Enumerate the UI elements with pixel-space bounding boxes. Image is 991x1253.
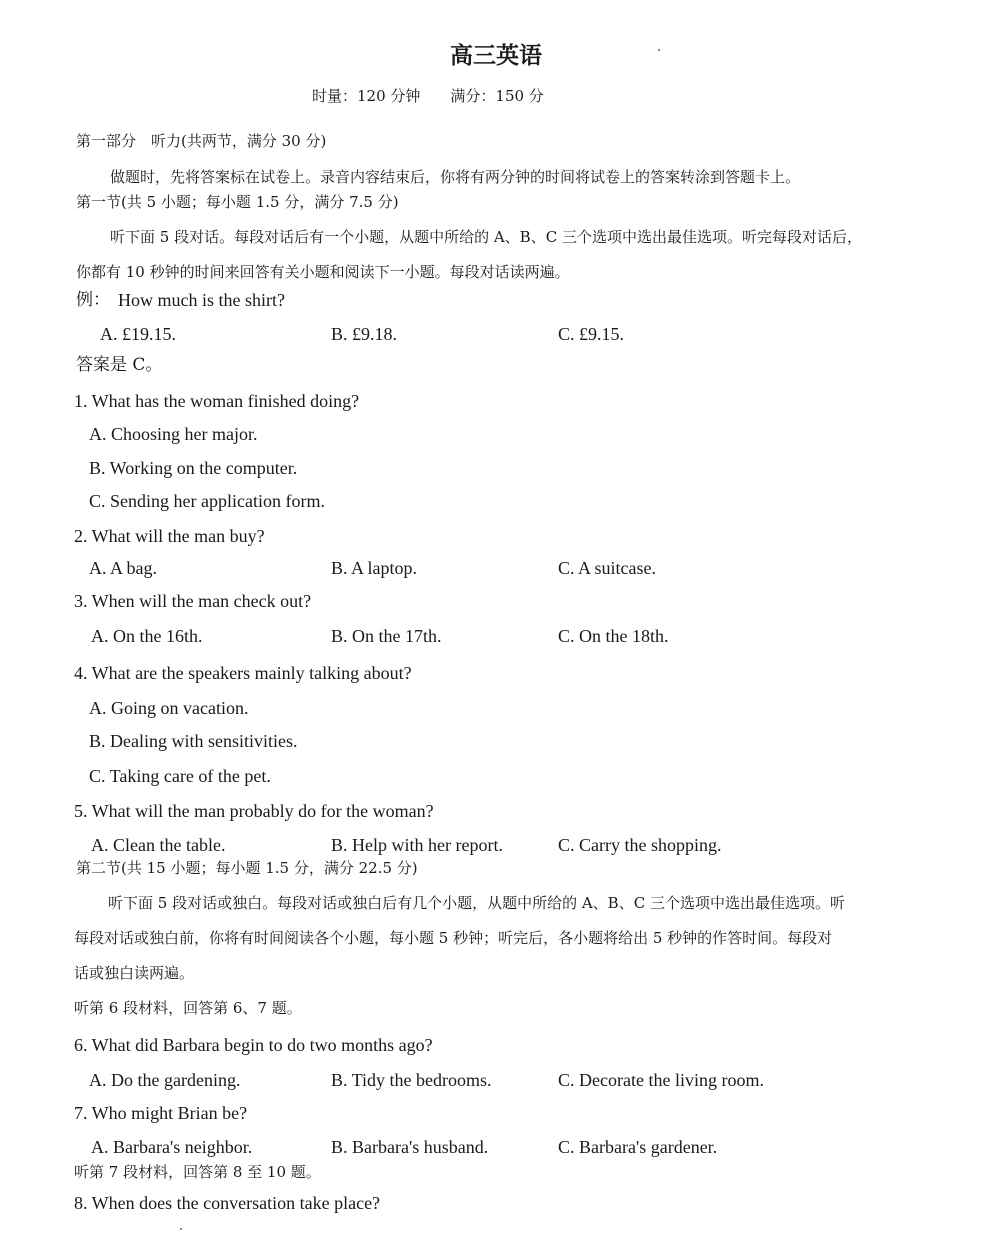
scan-speck-bottom xyxy=(180,1228,182,1230)
scan-speck-top xyxy=(658,49,660,51)
section1-instruction-line1: 听下面 5 段对话。每段对话后有一个小题，从题中所给的 A、B、C 三个选项中选出最佳选项。听完每段对话后， xyxy=(110,228,862,246)
question-7-stem: 7. Who might Brian be? xyxy=(74,1103,248,1123)
question-4-option-a: A. Going on vacation. xyxy=(89,698,249,718)
section2-instruction-line2: 每段对话或独白前，你将有时间阅读各个小题，每小题 5 秒钟；听完后，各小题将给出 5 秒钟的作答时间。每段对 xyxy=(74,929,833,947)
question-5-stem: 5. What will the man probably do for the woman? xyxy=(74,801,434,821)
question-1-option-b: B. Working on the computer. xyxy=(89,458,298,478)
question-5-option-b: B. Help with her report. xyxy=(331,835,503,855)
question-4-option-b: B. Dealing with sensitivities. xyxy=(89,731,298,751)
example-option-a: A. £19.15. xyxy=(100,324,176,344)
section1-instruction-line2: 你都有 10 秒钟的时间来回答有关小题和阅读下一小题。每段对话读两遍。 xyxy=(76,263,570,281)
question-7-option-b: B. Barbara's husband. xyxy=(331,1137,489,1157)
question-5-option-c: C. Carry the shopping. xyxy=(558,835,722,855)
question-1-stem: 1. What has the woman finished doing? xyxy=(74,391,360,411)
section2-instruction-line3: 话或独白读两遍。 xyxy=(74,964,195,982)
question-1-option-a: A. Choosing her major. xyxy=(89,424,258,444)
question-5-option-a: A. Clean the table. xyxy=(91,835,226,855)
question-4-option-c: C. Taking care of the pet. xyxy=(89,766,271,786)
question-7-option-a: A. Barbara's neighbor. xyxy=(91,1137,253,1157)
question-6-option-c: C. Decorate the living room. xyxy=(558,1070,764,1090)
example-option-b: B. £9.18. xyxy=(331,324,398,344)
page-title: 高三英语 xyxy=(450,43,542,69)
exam-meta: 时量：120 分钟 满分：150 分 xyxy=(312,87,544,105)
example-answer: 答案是 C。 xyxy=(76,355,163,375)
question-6-stem: 6. What did Barbara begin to do two months ago? xyxy=(74,1035,433,1055)
question-1-option-c: C. Sending her application form. xyxy=(89,491,325,511)
section2-instruction-line1: 听下面 5 段对话或独白。每段对话或独白后有几个小题，从题中所给的 A、B、C 三个选项中选出最佳选项。听 xyxy=(108,894,845,912)
question-7-option-c: C. Barbara's gardener. xyxy=(558,1137,718,1157)
question-4-stem: 4. What are the speakers mainly talking about? xyxy=(74,663,412,683)
example-question: How much is the shirt? xyxy=(118,290,285,310)
question-3-option-b: B. On the 17th. xyxy=(331,626,442,646)
question-2-option-b: B. A laptop. xyxy=(331,558,418,578)
example-prompt: 例： xyxy=(76,290,110,310)
question-3-option-a: A. On the 16th. xyxy=(91,626,203,646)
example-option-c: C. £9.15. xyxy=(558,324,625,344)
question-2-option-a: A. A bag. xyxy=(89,558,158,578)
question-3-option-c: C. On the 18th. xyxy=(558,626,669,646)
material-7-label: 听第 7 段材料，回答第 8 至 10 题。 xyxy=(74,1163,321,1181)
question-2-stem: 2. What will the man buy? xyxy=(74,526,265,546)
section2-heading: 第二节(共 15 小题；每小题 1.5 分，满分 22.5 分) xyxy=(76,859,418,877)
part1-instruction: 做题时，先将答案标在试卷上。录音内容结束后，你将有两分钟的时间将试卷上的答案转涂到答题卡上。 xyxy=(110,168,801,186)
section1-heading: 第一节(共 5 小题；每小题 1.5 分，满分 7.5 分) xyxy=(76,193,399,211)
part1-heading: 第一部分 听力(共两节，满分 30 分) xyxy=(76,132,327,150)
question-6-option-b: B. Tidy the bedrooms. xyxy=(331,1070,492,1090)
question-2-option-c: C. A suitcase. xyxy=(558,558,656,578)
question-3-stem: 3. When will the man check out? xyxy=(74,591,312,611)
material-6-label: 听第 6 段材料，回答第 6、7 题。 xyxy=(74,999,302,1017)
question-8-stem: 8. When does the conversation take place? xyxy=(74,1193,381,1213)
question-6-option-a: A. Do the gardening. xyxy=(89,1070,241,1090)
